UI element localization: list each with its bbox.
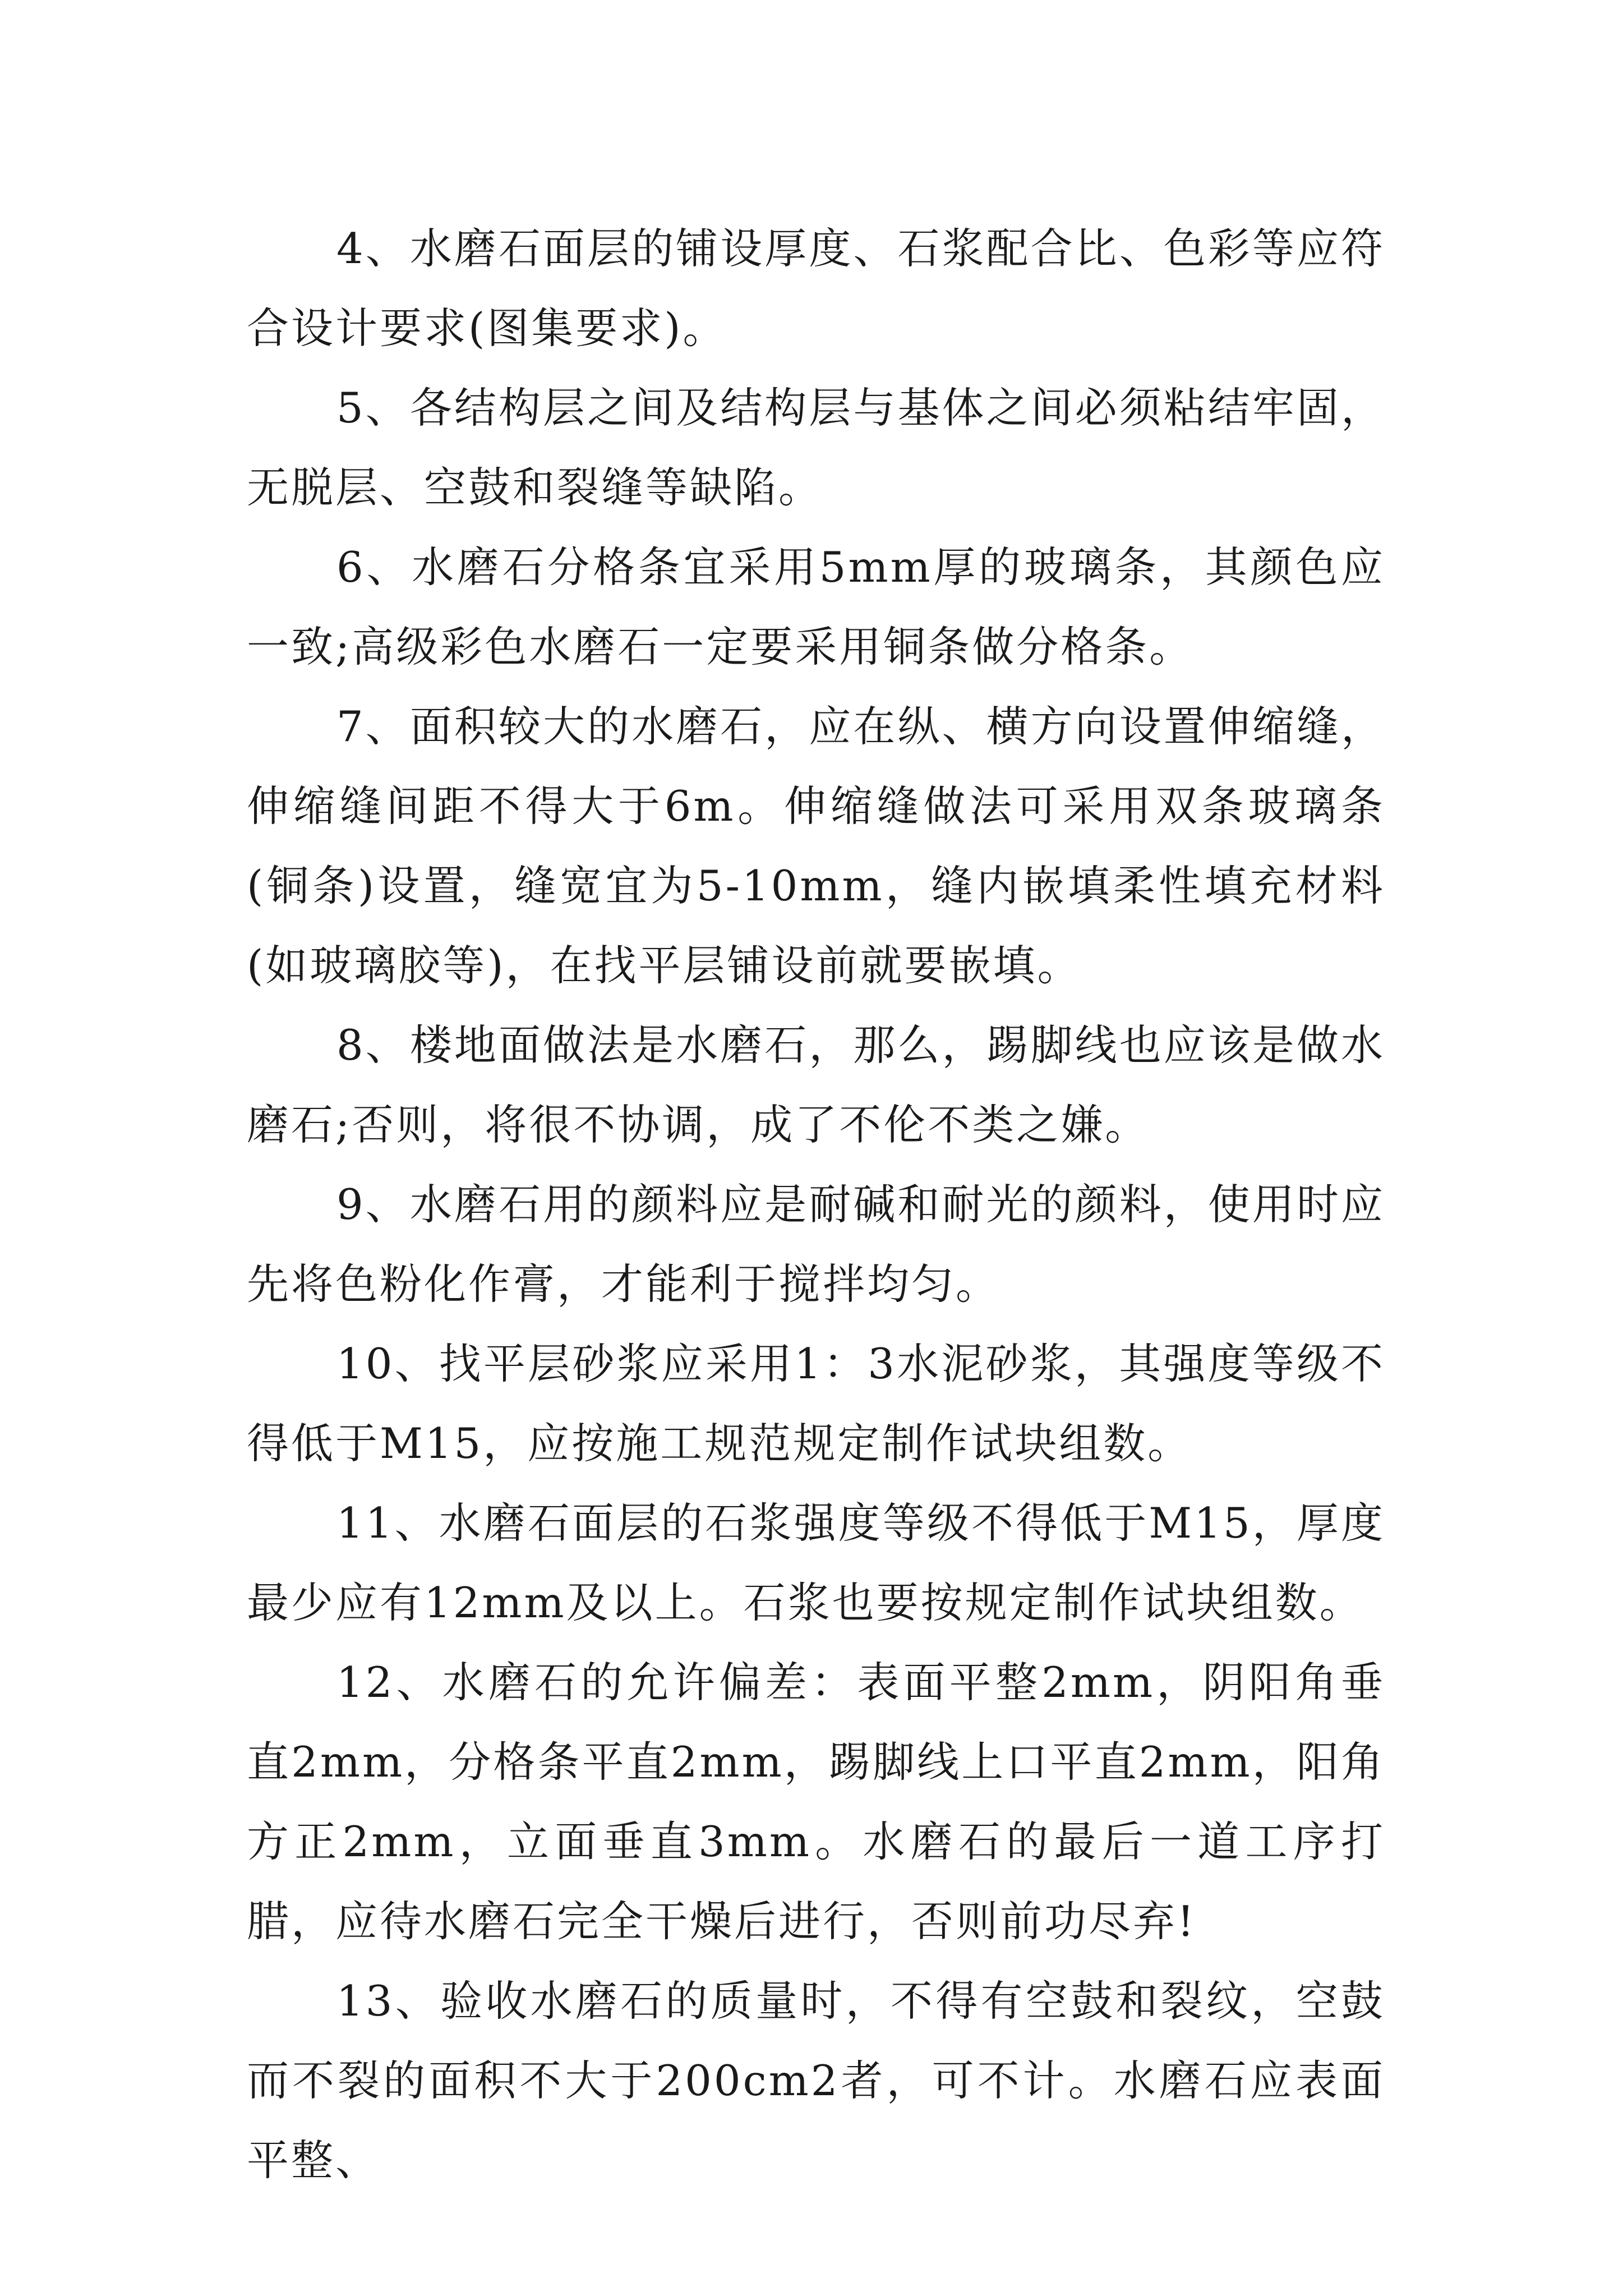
paragraph-7: 7、面积较大的水磨石，应在纵、横方向设置伸缩缝，伸缩缝间距不得大于6m。伸缩缝做法可采用双条玻璃条(铜条)设置，缝宽宜为5-10mm，缝内嵌填柔性填充材料(如玻璃胶等)，在找平层铺设前就要嵌填。 [247,702,1385,990]
paragraph-4: 4、水磨石面层的铺设厚度、石浆配合比、色彩等应符合设计要求(图集要求)。 [247,224,1385,353]
paragraph-12: 12、水磨石的允许偏差：表面平整2mm，阴阳角垂直2mm，分格条平直2mm，踢脚线上口平直2mm，阳角方正2mm，立面垂直3mm。水磨石的最后一道工序打腊，应待水磨石完全干燥后进行，否则前功尽弃! [247,1658,1385,1946]
paragraph-6: 6、水磨石分格条宜采用5mm厚的玻璃条，其颜色应一致;高级彩色水磨石一定要采用铜条做分格条。 [247,542,1385,671]
paragraph-9: 9、水磨石用的颜料应是耐碱和耐光的颜料，使用时应先将色粉化作膏，才能利于搅拌均匀。 [247,1180,1385,1309]
paragraph-11: 11、水磨石面层的石浆强度等级不得低于M15，厚度最少应有12mm及以上。石浆也要按规定制作试块组数。 [247,1498,1385,1627]
document-body [247,209,1385,2200]
paragraph-5: 5、各结构层之间及结构层与基体之间必须粘结牢固，无脱层、空鼓和裂缝等缺陷。 [247,383,1385,512]
paragraph-8: 8、楼地面做法是水磨石，那么，踢脚线也应该是做水磨石;否则，将很不协调，成了不伦不类之嫌。 [247,1020,1385,1149]
paragraph-10: 10、找平层砂浆应采用1：3水泥砂浆，其强度等级不得低于M15，应按施工规范规定制作试块组数。 [247,1339,1385,1468]
paragraph-13: 13、验收水磨石的质量时，不得有空鼓和裂纹，空鼓而不裂的面积不大于200cm2者，可不计。水磨石应表面平整、 [247,1976,1385,2185]
